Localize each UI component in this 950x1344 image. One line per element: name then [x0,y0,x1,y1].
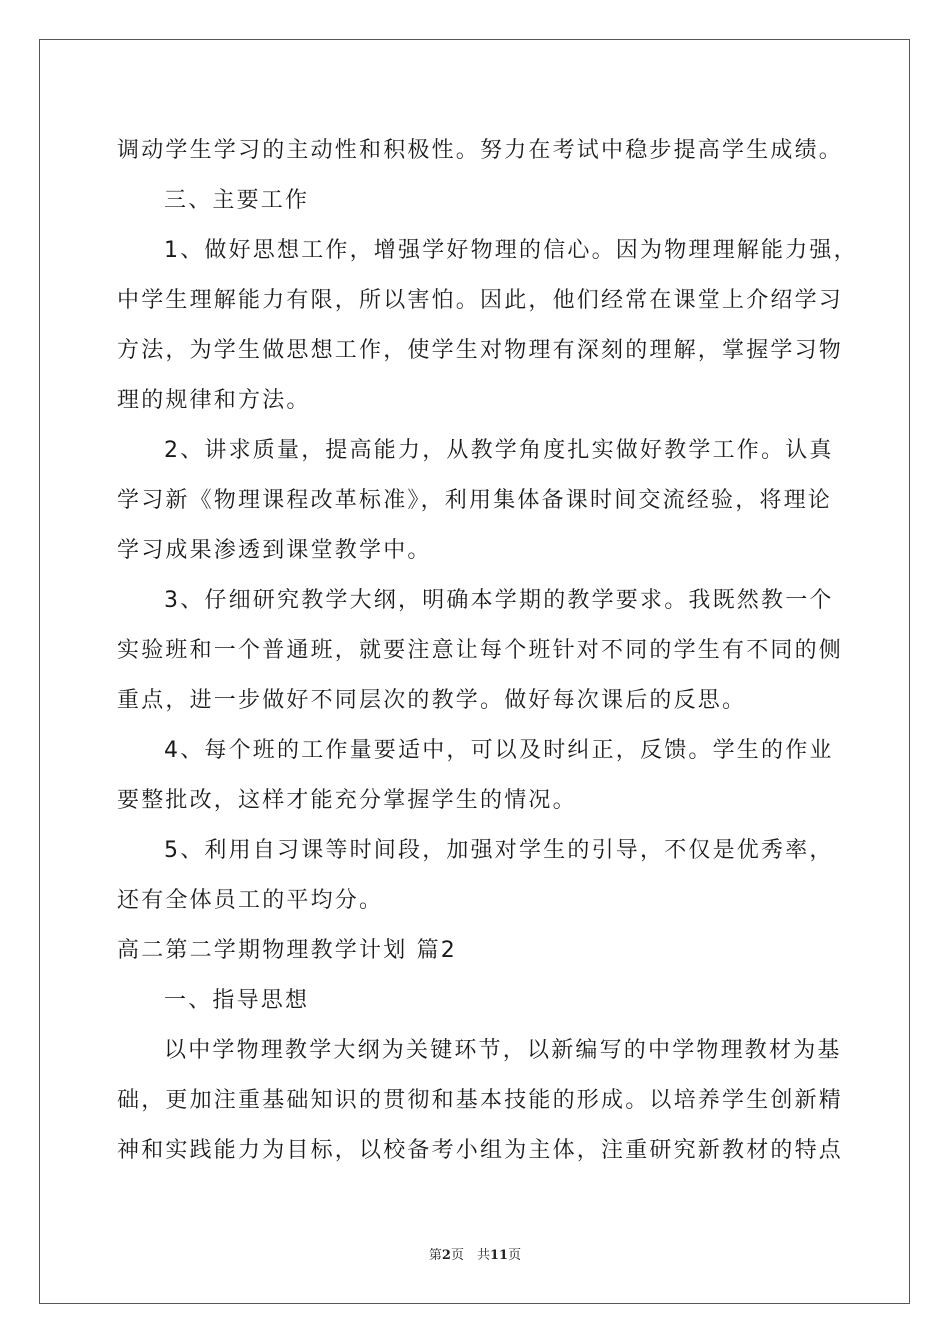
text-line: 3、仔细研究教学大纲，明确本学期的教学要求。我既然教一个 [164,588,834,613]
text-line: 调动学生学习的主动性和积极性。努力在考试中稳步提高学生成绩。 [117,138,844,163]
text-line: 三、主要工作 [164,188,310,213]
footer-prefix: 第 [428,1248,442,1263]
text-line: 学习成果渗透到课堂教学中。 [117,538,432,563]
text-line: 理的规律和方法。 [117,388,311,413]
document-body [117,126,858,1176]
text-line: 高二第二学期物理教学计划 篇2 [117,938,457,963]
text-line: 学习新《物理课程改革标准》，利用集体备课时间交流经验，将理论 [117,488,833,513]
text-line: 1、做好思想工作，增强学好物理的信心。因为物理理解能力强， [164,238,858,263]
text-line: 础，更加注重基础知识的贯彻和基本技能的形成。以培养学生创新精 [117,1088,844,1113]
footer-mid: 页 共 [450,1248,490,1263]
text-line: 还有全体员工的平均分。 [117,888,384,913]
text-line: 要整批改，这样才能充分掌握学生的情况。 [117,788,577,813]
text-line: 实验班和一个普通班，就要注意让每个班针对不同的学生有不同的侧 [117,638,844,663]
text-line: 一、指导思想 [164,988,310,1013]
text-line: 以中学物理教学大纲为关键环节，以新编写的中学物理教材为基 [164,1038,842,1063]
text-line: 4、每个班的工作量要适中，可以及时纠正，反馈。学生的作业 [164,738,834,763]
text-line: 中学生理解能力有限，所以害怕。因此，他们经常在课堂上介绍学习 [117,288,844,313]
current-page-number: 2 [441,1248,451,1263]
text-line: 5、利用自习课等时间段，加强对学生的引导，不仅是优秀率， [164,838,834,863]
text-line: 重点，进一步做好不同层次的教学。做好每次课后的反思。 [117,688,747,713]
page-footer [0,1244,950,1263]
text-line: 2、讲求质量，提高能力，从教学角度扎实做好教学工作。认真 [164,438,834,463]
text-line: 方法，为学生做思想工作，使学生对物理有深刻的理解，掌握学习物 [117,338,844,363]
total-page-count: 11 [489,1248,509,1263]
text-line: 神和实践能力为目标，以校备考小组为主体，注重研究新教材的特点 [117,1138,844,1163]
footer-suffix: 页 [508,1248,522,1263]
